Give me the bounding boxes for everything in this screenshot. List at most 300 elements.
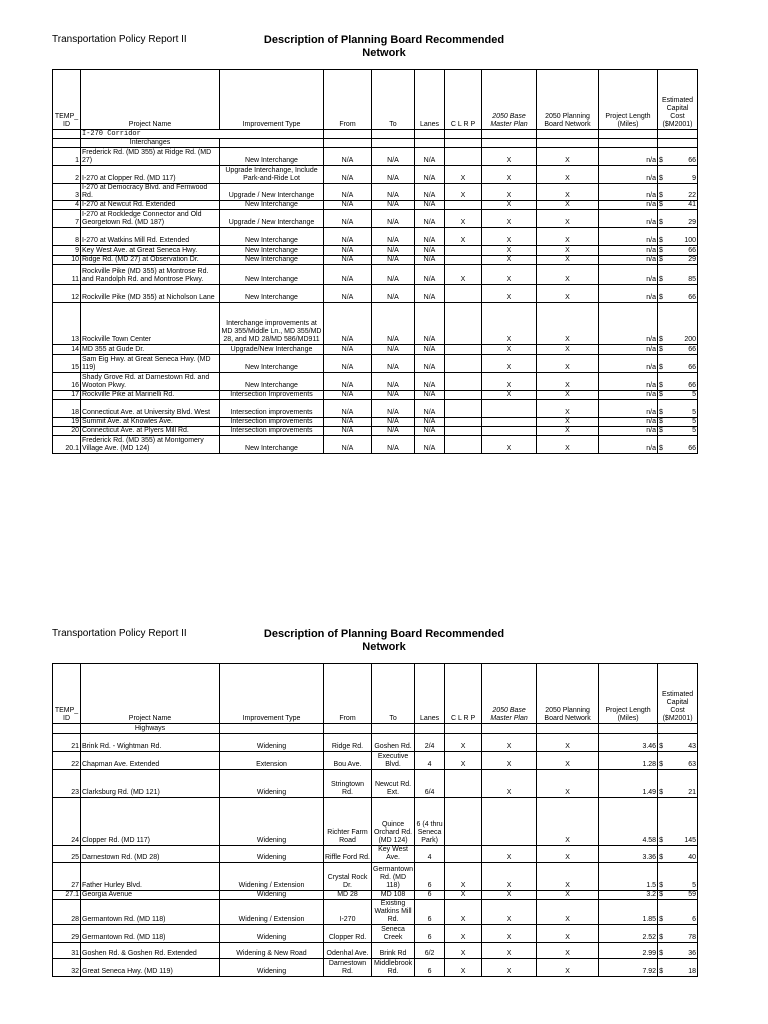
row-temp-id: 23 <box>53 770 81 798</box>
row-temp-id: 20 <box>53 427 81 436</box>
row-temp-id: 22 <box>53 752 81 770</box>
row-capital-cost <box>658 770 698 798</box>
row-project-name: Frederick Rd. (MD 355) at Montgomery Village Ave. (MD 124) <box>81 436 220 454</box>
cost-value: 21 <box>688 789 697 796</box>
col-capital-cost: Estimated Capital Cost ($M2001) <box>658 70 698 130</box>
cost-value: 22 <box>688 192 696 199</box>
table-row <box>53 355 698 373</box>
row-improvement-type: Interchange improvements at MD 355/Middle Ln., MD 355/MD 28, and MD 28/MD 586/MD911 <box>220 303 324 345</box>
table-row <box>53 418 698 427</box>
row-base-master-plan: X <box>482 734 537 752</box>
currency-symbol: $ <box>659 934 663 941</box>
cost-value: 18 <box>688 968 697 975</box>
row-base-master-plan: X <box>482 285 537 303</box>
row-capital-cost <box>658 900 698 925</box>
row-capital-cost <box>658 959 698 977</box>
row-to: N/A <box>372 166 415 184</box>
row-to: N/A <box>372 427 415 436</box>
row-temp-id: 13 <box>53 303 81 345</box>
row-planning-board-network: X <box>537 900 599 925</box>
row-from: N/A <box>324 210 372 228</box>
row-improvement-type: New Interchange <box>220 228 324 246</box>
row-lanes: N/A <box>415 303 445 345</box>
col-project-name: Project Name <box>81 70 220 130</box>
row-improvement-type: New Interchange <box>220 201 324 210</box>
row-temp-id: 27 <box>53 863 81 891</box>
row-project-length: n/a <box>599 228 658 246</box>
table-row <box>53 752 698 770</box>
row-from: Crystal Rock Dr. <box>324 863 372 891</box>
row-improvement-type: Upgrade Interchange, Include Park-and-Ride Lot <box>220 166 324 184</box>
row-planning-board-network: X <box>537 265 599 285</box>
row-from: N/A <box>324 148 372 166</box>
col-clrp: C L R P <box>445 70 482 130</box>
row-clrp <box>445 436 482 454</box>
row-base-master-plan: X <box>482 900 537 925</box>
row-base-master-plan: X <box>482 303 537 345</box>
col-clrp: C L R P <box>445 664 482 724</box>
table-row <box>53 891 698 900</box>
row-clrp <box>445 345 482 355</box>
row-from: N/A <box>324 184 372 201</box>
row-project-name: Great Seneca Hwy. (MD 119) <box>81 959 220 977</box>
col-base-master-plan: 2050 Base Master Plan <box>482 70 537 130</box>
row-clrp: X <box>445 900 482 925</box>
row-temp-id: 3 <box>53 184 81 201</box>
row-project-name: Darnestown Rd. (MD 28) <box>81 846 220 863</box>
col-from: From <box>324 70 372 130</box>
table-row <box>53 303 698 345</box>
row-clrp <box>445 285 482 303</box>
row-project-length: n/a <box>599 400 658 418</box>
row-improvement-type: Widening <box>220 891 324 900</box>
col-to: To <box>372 70 415 130</box>
report-label: Transportation Policy Report II <box>52 34 187 45</box>
row-from: N/A <box>324 256 372 265</box>
cost-value: 41 <box>688 201 696 208</box>
row-lanes: N/A <box>415 148 445 166</box>
row-to: N/A <box>372 285 415 303</box>
row-lanes: 6 <box>415 891 445 900</box>
row-temp-id: 19 <box>53 418 81 427</box>
row-from: I-270 <box>324 900 372 925</box>
row-lanes: N/A <box>415 184 445 201</box>
row-project-length: n/a <box>599 418 658 427</box>
row-clrp <box>445 303 482 345</box>
row-temp-id: 12 <box>53 285 81 303</box>
table-row <box>53 925 698 943</box>
currency-symbol: $ <box>659 346 663 353</box>
row-base-master-plan: X <box>482 265 537 285</box>
row-temp-id: 17 <box>53 391 81 400</box>
currency-symbol: $ <box>659 916 663 923</box>
row-project-name: Rockville Pike (MD 355) at Montrose Rd. and Randolph Rd. and Montrose Pkwy. <box>81 265 220 285</box>
row-temp-id: 10 <box>53 256 81 265</box>
row-project-length: 4.58 <box>599 798 658 846</box>
row-base-master-plan <box>482 400 537 418</box>
report-label: Transportation Policy Report II <box>52 628 187 639</box>
currency-symbol: $ <box>659 427 663 434</box>
row-capital-cost <box>658 846 698 863</box>
cost-value: 78 <box>688 934 697 941</box>
table-row <box>53 256 698 265</box>
row-lanes: N/A <box>415 228 445 246</box>
row-clrp <box>445 148 482 166</box>
row-planning-board-network: X <box>537 863 599 891</box>
currency-symbol: $ <box>659 175 663 182</box>
row-project-name: Chapman Ave. Extended <box>81 752 220 770</box>
row-lanes: 6/2 <box>415 943 445 959</box>
row-clrp: X <box>445 943 482 959</box>
row-project-name: Georgia Avenue <box>81 891 220 900</box>
row-improvement-type: Extension <box>220 752 324 770</box>
row-temp-id: 25 <box>53 846 81 863</box>
row-clrp <box>445 201 482 210</box>
col-improvement-type: Improvement Type <box>220 70 324 130</box>
row-to: N/A <box>372 148 415 166</box>
row-to: N/A <box>372 256 415 265</box>
col-project-name: Project Name <box>81 664 220 724</box>
row-base-master-plan <box>482 418 537 427</box>
row-base-master-plan: X <box>482 770 537 798</box>
row-improvement-type: New Interchange <box>220 373 324 391</box>
cost-value: 40 <box>688 854 697 861</box>
currency-symbol: $ <box>659 382 663 389</box>
currency-symbol: $ <box>659 950 663 957</box>
row-clrp <box>445 373 482 391</box>
row-project-name: Ridge Rd. (MD 27) at Observation Dr. <box>81 256 220 265</box>
row-lanes: N/A <box>415 391 445 400</box>
row-base-master-plan: X <box>482 863 537 891</box>
row-clrp: X <box>445 925 482 943</box>
row-planning-board-network: X <box>537 184 599 201</box>
row-lanes: 6 (4 thru Seneca Park) <box>415 798 445 846</box>
row-lanes: N/A <box>415 201 445 210</box>
row-improvement-type: New Interchange <box>220 355 324 373</box>
row-temp-id: 31 <box>53 943 81 959</box>
row-lanes: N/A <box>415 427 445 436</box>
row-to: Germantown Rd. (MD 118) <box>372 863 415 891</box>
row-capital-cost <box>658 943 698 959</box>
section-label: Interchanges <box>81 139 220 148</box>
row-capital-cost <box>658 246 698 256</box>
currency-symbol: $ <box>659 837 663 844</box>
row-clrp: X <box>445 228 482 246</box>
row-capital-cost <box>658 201 698 210</box>
row-base-master-plan: X <box>482 959 537 977</box>
currency-symbol: $ <box>659 391 663 398</box>
table-row <box>53 210 698 228</box>
row-capital-cost <box>658 891 698 900</box>
row-clrp <box>445 400 482 418</box>
row-base-master-plan: X <box>482 345 537 355</box>
row-capital-cost <box>658 798 698 846</box>
row-from: N/A <box>324 418 372 427</box>
row-temp-id: 20.1 <box>53 436 81 454</box>
row-to: Seneca Creek <box>372 925 415 943</box>
col-lanes: Lanes <box>415 70 445 130</box>
row-temp-id: 24 <box>53 798 81 846</box>
row-project-length: n/a <box>599 201 658 210</box>
row-capital-cost <box>658 400 698 418</box>
row-planning-board-network: X <box>537 943 599 959</box>
section-row <box>53 130 698 139</box>
row-clrp: X <box>445 891 482 900</box>
cost-value: 66 <box>688 445 696 452</box>
row-project-name: Father Hurley Blvd. <box>81 863 220 891</box>
row-from: N/A <box>324 427 372 436</box>
row-clrp: X <box>445 184 482 201</box>
row-base-master-plan: X <box>482 228 537 246</box>
cost-value: 100 <box>684 237 696 244</box>
row-project-length: 7.92 <box>599 959 658 977</box>
row-project-name: Clarksburg Rd. (MD 121) <box>81 770 220 798</box>
table-row <box>53 943 698 959</box>
row-clrp <box>445 355 482 373</box>
row-capital-cost <box>658 166 698 184</box>
row-from: Odenhal Ave. <box>324 943 372 959</box>
cost-value: 6 <box>692 916 697 923</box>
row-capital-cost <box>658 303 698 345</box>
row-temp-id: 1 <box>53 148 81 166</box>
row-capital-cost <box>658 925 698 943</box>
row-planning-board-network: X <box>537 752 599 770</box>
currency-symbol: $ <box>659 789 663 796</box>
row-temp-id: 11 <box>53 265 81 285</box>
row-base-master-plan: X <box>482 925 537 943</box>
currency-symbol: $ <box>659 968 663 975</box>
row-temp-id: 4 <box>53 201 81 210</box>
row-base-master-plan: X <box>482 355 537 373</box>
row-to: N/A <box>372 345 415 355</box>
row-improvement-type: Widening / Extension <box>220 863 324 891</box>
table-row <box>53 345 698 355</box>
cost-value: 66 <box>688 382 696 389</box>
row-planning-board-network: X <box>537 391 599 400</box>
row-planning-board-network: X <box>537 959 599 977</box>
row-from: N/A <box>324 373 372 391</box>
table-row <box>53 436 698 454</box>
col-temp-id: TEMP_ ID <box>53 664 81 724</box>
row-planning-board-network: X <box>537 436 599 454</box>
row-planning-board-network: X <box>537 201 599 210</box>
row-improvement-type: New Interchange <box>220 148 324 166</box>
row-base-master-plan: X <box>482 846 537 863</box>
row-to: N/A <box>372 355 415 373</box>
row-project-name: I-270 at Rockledge Connector and Old Georgetown Rd. (MD 187) <box>81 210 220 228</box>
row-project-length: n/a <box>599 355 658 373</box>
row-project-length: 1.5 <box>599 863 658 891</box>
table-body <box>53 148 698 454</box>
row-base-master-plan <box>482 798 537 846</box>
row-project-name: Germantown Rd. (MD 118) <box>81 925 220 943</box>
row-project-length: n/a <box>599 246 658 256</box>
row-project-name: Rockville Pike (MD 355) at Nicholson Lane <box>81 285 220 303</box>
row-project-name: Connecticut Ave. at University Blvd. West <box>81 400 220 418</box>
currency-symbol: $ <box>659 247 663 254</box>
row-to: Newcut Rd. Ext. <box>372 770 415 798</box>
cost-value: 5 <box>692 418 696 425</box>
row-project-name: Rockville Pike at Marinelli Rd. <box>81 391 220 400</box>
col-project-length: Project Length (Miles) <box>599 664 658 724</box>
col-planning-board-network: 2050 Planning Board Network <box>537 70 599 130</box>
col-lanes: Lanes <box>415 664 445 724</box>
row-to: Goshen Rd. <box>372 734 415 752</box>
document-title: Description of Planning Board Recommended Network <box>263 34 505 59</box>
row-clrp <box>445 798 482 846</box>
header-row <box>53 664 698 724</box>
row-improvement-type: New Interchange <box>220 256 324 265</box>
row-clrp: X <box>445 166 482 184</box>
table-row <box>53 798 698 846</box>
row-lanes: 6 <box>415 900 445 925</box>
cost-value: 5 <box>692 882 697 889</box>
row-clrp: X <box>445 752 482 770</box>
row-project-name: Rockville Town Center <box>81 303 220 345</box>
row-project-length: 2.52 <box>599 925 658 943</box>
row-lanes: 4 <box>415 752 445 770</box>
row-lanes: 6 <box>415 863 445 891</box>
col-improvement-type: Improvement Type <box>220 664 324 724</box>
row-capital-cost <box>658 418 698 427</box>
col-temp-id: TEMP_ ID <box>53 70 81 130</box>
row-improvement-type: Upgrade / New Interchange <box>220 210 324 228</box>
row-to: Middlebrook Rd. <box>372 959 415 977</box>
row-from: N/A <box>324 285 372 303</box>
row-to: N/A <box>372 418 415 427</box>
row-from: N/A <box>324 201 372 210</box>
row-to: N/A <box>372 373 415 391</box>
cost-value: 63 <box>688 761 697 768</box>
currency-symbol: $ <box>659 256 663 263</box>
row-project-length: n/a <box>599 303 658 345</box>
row-from: N/A <box>324 355 372 373</box>
row-project-length: n/a <box>599 166 658 184</box>
row-from: N/A <box>324 265 372 285</box>
row-capital-cost <box>658 391 698 400</box>
row-improvement-type: New Interchange <box>220 265 324 285</box>
currency-symbol: $ <box>659 237 663 244</box>
row-from: N/A <box>324 345 372 355</box>
row-improvement-type: New Interchange <box>220 246 324 256</box>
cost-value: 5 <box>692 391 696 398</box>
table-row <box>53 846 698 863</box>
row-planning-board-network: X <box>537 846 599 863</box>
currency-symbol: $ <box>659 192 663 199</box>
row-to: Executive Blvd. <box>372 752 415 770</box>
row-clrp <box>445 391 482 400</box>
row-improvement-type: New Interchange <box>220 285 324 303</box>
row-project-length: 1.28 <box>599 752 658 770</box>
row-base-master-plan: X <box>482 246 537 256</box>
row-lanes: N/A <box>415 210 445 228</box>
row-project-name: I-270 at Newcut Rd. Extended <box>81 201 220 210</box>
currency-symbol: $ <box>659 336 663 343</box>
row-from: N/A <box>324 436 372 454</box>
row-planning-board-network: X <box>537 345 599 355</box>
row-lanes: N/A <box>415 256 445 265</box>
row-temp-id: 16 <box>53 373 81 391</box>
row-project-length: 3.36 <box>599 846 658 863</box>
row-base-master-plan: X <box>482 256 537 265</box>
row-improvement-type: Widening <box>220 770 324 798</box>
row-temp-id: 28 <box>53 900 81 925</box>
table-row <box>53 228 698 246</box>
col-capital-cost: Estimated Capital Cost ($M2001) <box>658 664 698 724</box>
cost-value: 145 <box>684 837 697 844</box>
row-planning-board-network: X <box>537 246 599 256</box>
row-project-length: n/a <box>599 373 658 391</box>
row-improvement-type: Intersection Improvements <box>220 391 324 400</box>
row-project-name: Key West Ave. at Great Seneca Hwy. <box>81 246 220 256</box>
row-lanes: N/A <box>415 373 445 391</box>
row-improvement-type: Widening <box>220 734 324 752</box>
currency-symbol: $ <box>659 854 663 861</box>
page-header <box>0 34 768 68</box>
row-temp-id: 27.1 <box>53 891 81 900</box>
currency-symbol: $ <box>659 276 663 283</box>
row-from: Richter Farm Road <box>324 798 372 846</box>
row-lanes: 6/4 <box>415 770 445 798</box>
row-from: N/A <box>324 391 372 400</box>
row-lanes: 6 <box>415 925 445 943</box>
row-lanes: N/A <box>415 355 445 373</box>
cost-value: 66 <box>688 157 696 164</box>
row-to: N/A <box>372 265 415 285</box>
row-improvement-type: Upgrade/New Interchange <box>220 345 324 355</box>
row-project-name: Shady Grove Rd. at Darnestown Rd. and Wooton Pkwy. <box>81 373 220 391</box>
cost-value: 29 <box>688 256 696 263</box>
currency-symbol: $ <box>659 157 663 164</box>
projects-table <box>52 663 698 977</box>
row-improvement-type: Widening <box>220 959 324 977</box>
row-base-master-plan: X <box>482 391 537 400</box>
row-clrp: X <box>445 959 482 977</box>
row-improvement-type: Widening <box>220 846 324 863</box>
row-base-master-plan: X <box>482 184 537 201</box>
cost-value: 66 <box>688 294 696 301</box>
currency-symbol: $ <box>659 743 663 750</box>
row-from: N/A <box>324 303 372 345</box>
row-lanes: N/A <box>415 285 445 303</box>
row-from: N/A <box>324 166 372 184</box>
row-planning-board-network: X <box>537 400 599 418</box>
row-base-master-plan: X <box>482 210 537 228</box>
table-row <box>53 373 698 391</box>
row-base-master-plan: X <box>482 943 537 959</box>
table-row <box>53 246 698 256</box>
table-row <box>53 265 698 285</box>
row-improvement-type: Intersection improvements <box>220 418 324 427</box>
row-clrp <box>445 418 482 427</box>
row-project-name: Clopper Rd. (MD 117) <box>81 798 220 846</box>
row-capital-cost <box>658 355 698 373</box>
row-clrp <box>445 427 482 436</box>
table-row <box>53 734 698 752</box>
row-project-length: n/a <box>599 210 658 228</box>
row-clrp: X <box>445 734 482 752</box>
row-capital-cost <box>658 427 698 436</box>
row-project-name: I-270 at Clopper Rd. (MD 117) <box>81 166 220 184</box>
row-project-length: n/a <box>599 265 658 285</box>
currency-symbol: $ <box>659 364 663 371</box>
row-improvement-type: Intersection improvements <box>220 400 324 418</box>
row-from: Darnestown Rd. <box>324 959 372 977</box>
row-project-length: 3.2 <box>599 891 658 900</box>
row-to: N/A <box>372 228 415 246</box>
currency-symbol: $ <box>659 882 663 889</box>
row-planning-board-network: X <box>537 373 599 391</box>
